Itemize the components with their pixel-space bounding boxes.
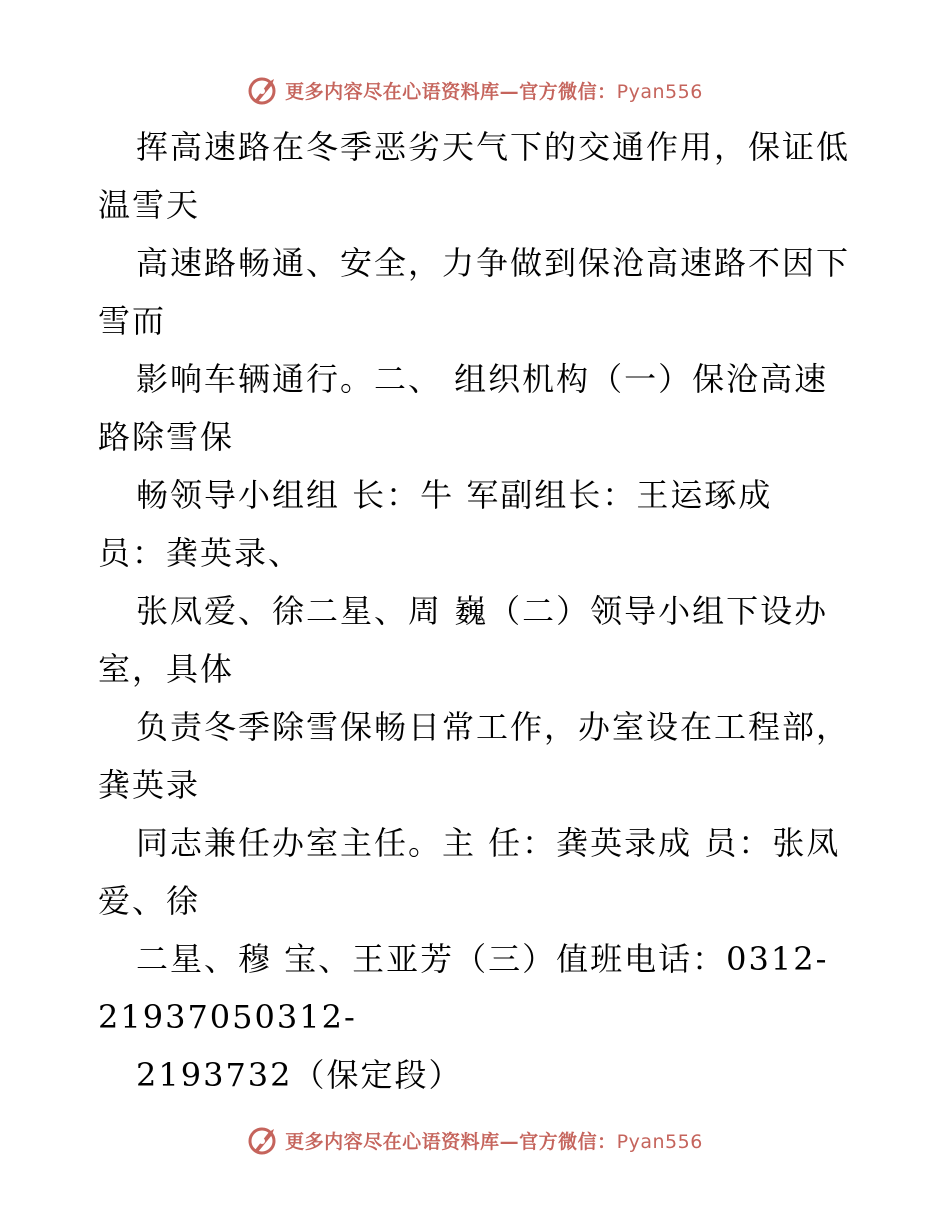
text-line: 张凤爱、徐二星、周 巍（二）领导小组下设办 <box>136 592 829 630</box>
text-line: 2193732（保定段） <box>136 1056 463 1094</box>
text-line: 爱、徐 <box>98 882 201 920</box>
watermark-text-cn: 更多内容尽在心语资料库—官方微信： <box>285 1130 617 1153</box>
text-line: 畅领导小组组 长：牛 军副组长：王运琢成 <box>136 476 773 514</box>
text-line: 温雪天 <box>98 186 201 224</box>
watermark-text <box>285 77 703 104</box>
text-line: 21937050312- <box>98 998 357 1036</box>
text-line: 龚英录 <box>98 766 201 804</box>
text-line: 影响车辆通行。二、 组织机构（一）保沧高速 <box>136 360 829 398</box>
text-line: 挥高速路在冬季恶劣天气下的交通作用，保证低 <box>136 128 851 166</box>
text-line: 员：龚英录、 <box>98 534 303 572</box>
watermark-wechat-id: Pyan556 <box>616 1130 703 1153</box>
page-footer-watermark <box>0 1120 950 1160</box>
text-line: 同志兼任办室主任。主 任：龚英录成 员：张凤 <box>136 824 841 862</box>
document-body <box>98 118 858 1104</box>
text-line: 负责冬季除雪保畅日常工作，办室设在工程部， <box>136 708 851 746</box>
watermark-wechat-id: Pyan556 <box>616 80 703 103</box>
text-line: 雪而 <box>98 302 167 340</box>
watermark-text <box>285 1127 703 1154</box>
pen-logo-icon <box>247 1124 279 1156</box>
text-line: 路除雪保 <box>98 418 235 456</box>
text-line: 二星、穆 宝、王亚芳（三）值班电话：0312- <box>136 940 829 978</box>
text-line: 高速路畅通、安全，力争做到保沧高速路不因下 <box>136 244 851 282</box>
page-header-watermark <box>0 70 950 110</box>
text-line: 室，具体 <box>98 650 235 688</box>
pen-logo-icon <box>247 74 279 106</box>
watermark-text-cn: 更多内容尽在心语资料库—官方微信： <box>285 80 617 103</box>
